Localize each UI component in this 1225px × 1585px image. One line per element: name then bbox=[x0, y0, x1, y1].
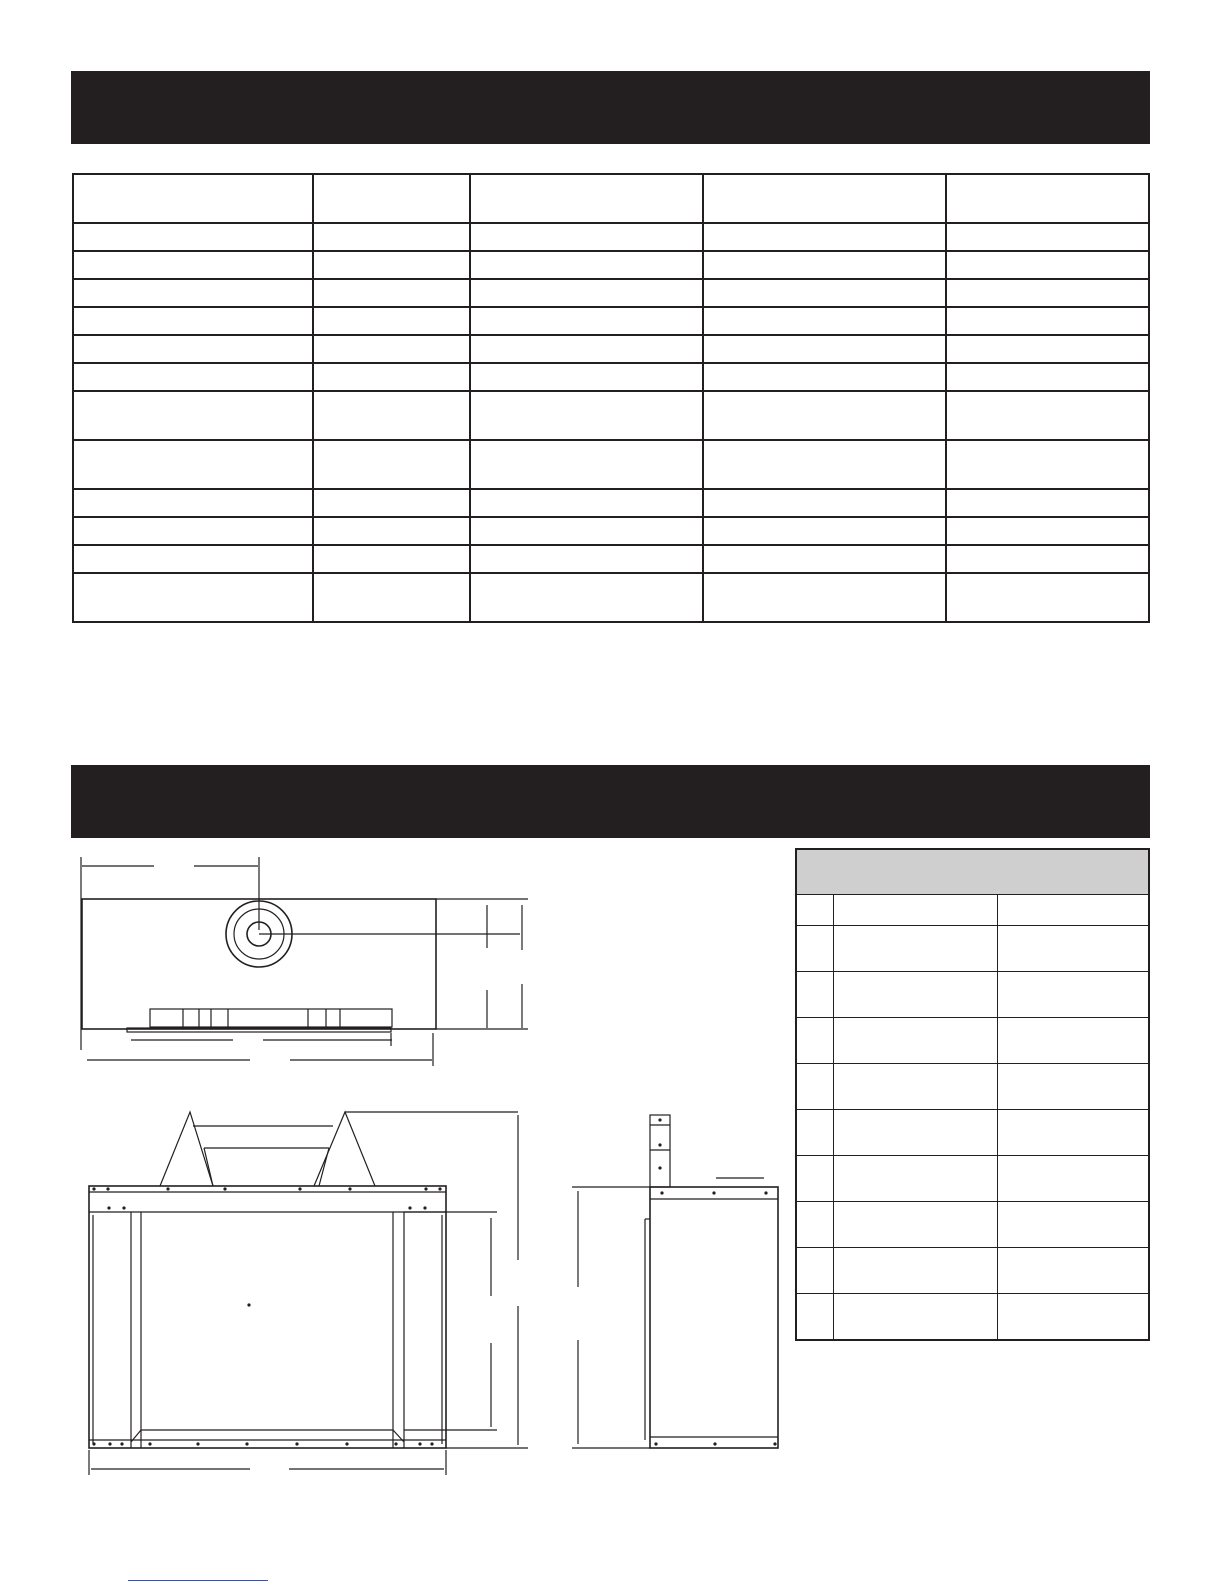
legend-row bbox=[796, 1064, 1149, 1110]
legend-cell bbox=[998, 926, 1150, 972]
legend-cell bbox=[834, 972, 998, 1018]
legend-row bbox=[796, 1202, 1149, 1248]
legend-cell bbox=[834, 895, 998, 926]
legend-cell bbox=[796, 972, 834, 1018]
legend-cell bbox=[796, 1064, 834, 1110]
legend-cell bbox=[834, 1202, 998, 1248]
legend-cell bbox=[834, 926, 998, 972]
legend-cell bbox=[834, 1294, 998, 1341]
legend-cell bbox=[834, 1110, 998, 1156]
front-view-drawing bbox=[89, 1112, 528, 1475]
legend-cell bbox=[998, 972, 1150, 1018]
legend-cell bbox=[796, 1156, 834, 1202]
legend-cell bbox=[998, 1294, 1150, 1341]
legend-cell bbox=[796, 895, 834, 926]
legend-cell bbox=[796, 926, 834, 972]
legend-row bbox=[796, 972, 1149, 1018]
legend-row bbox=[796, 1156, 1149, 1202]
legend-cell bbox=[998, 1064, 1150, 1110]
legend-row bbox=[796, 1110, 1149, 1156]
legend-cell bbox=[834, 1064, 998, 1110]
legend-cell bbox=[796, 1202, 834, 1248]
legend-cell bbox=[834, 1248, 998, 1294]
legend-header-cell bbox=[796, 849, 1149, 895]
footer-link-underline bbox=[128, 1580, 268, 1581]
legend-cell bbox=[998, 1110, 1150, 1156]
legend-cell bbox=[834, 1018, 998, 1064]
legend-cell bbox=[998, 895, 1150, 926]
side-view-drawing bbox=[572, 1115, 778, 1448]
legend-row bbox=[796, 1248, 1149, 1294]
legend-cell bbox=[998, 1202, 1150, 1248]
legend-cell bbox=[796, 1018, 834, 1064]
legend-header-row bbox=[796, 849, 1149, 895]
legend-cell bbox=[796, 1294, 834, 1341]
legend-row bbox=[796, 1018, 1149, 1064]
legend-cell bbox=[998, 1248, 1150, 1294]
legend-cell bbox=[998, 1156, 1150, 1202]
legend-row bbox=[796, 1294, 1149, 1341]
legend-row bbox=[796, 895, 1149, 926]
legend-cell bbox=[796, 1248, 834, 1294]
legend-cell bbox=[998, 1018, 1150, 1064]
dimensions-legend-table bbox=[795, 848, 1150, 1341]
top-view-drawing bbox=[81, 857, 528, 1066]
legend-cell bbox=[796, 1110, 834, 1156]
legend-cell bbox=[834, 1156, 998, 1202]
legend-row bbox=[796, 926, 1149, 972]
